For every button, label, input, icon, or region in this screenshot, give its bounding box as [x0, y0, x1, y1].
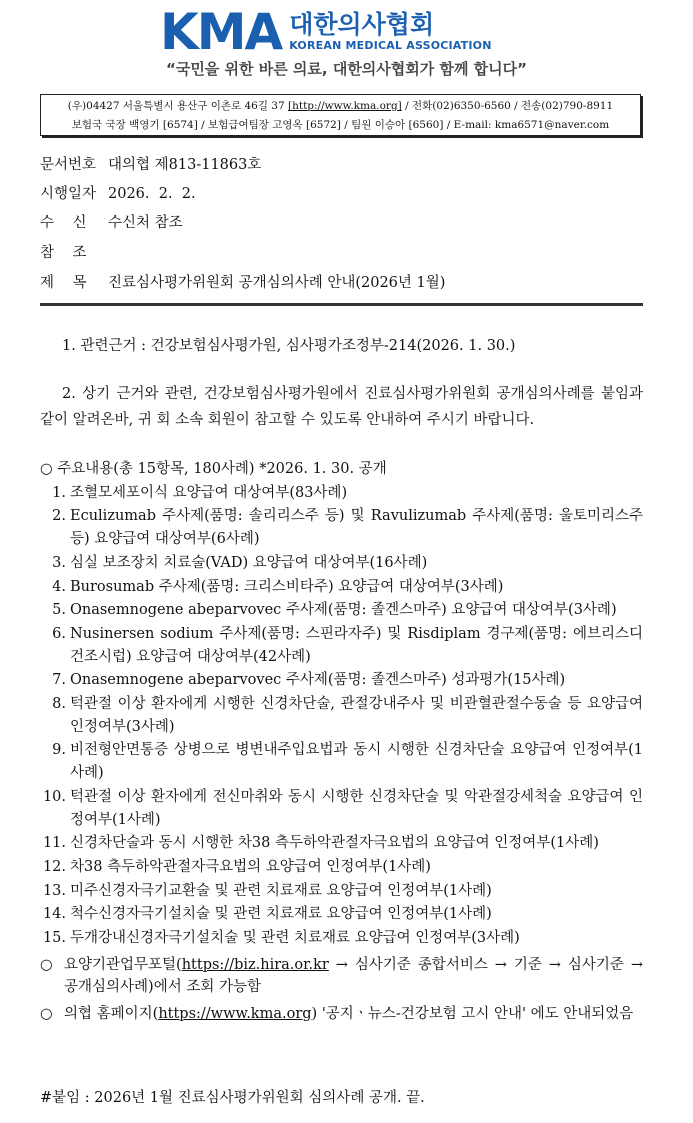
list-item: [40, 505, 643, 550]
paragraph-1: 1. 관련근거 : 건강보험심사평가원, 심사평가조정부-214(2026. 1. 30.): [62, 338, 516, 354]
attachment-line: #붙임 : 2026년 1월 진료심사평가위원회 심의사례 공개. 끝.: [40, 1090, 425, 1106]
list-item: [40, 739, 643, 784]
subject-label: 제 목: [40, 275, 87, 291]
summary-list: [40, 482, 643, 950]
item-text: 미주신경자극기교환술 및 관련 치료재료 요양급여 인정여부(1사례): [70, 882, 492, 899]
note-homepage-post: ) '공지ㆍ뉴스-건강보험 고시 안내' 에도 안내되었음: [311, 1006, 634, 1023]
list-item: [40, 576, 643, 599]
item-text: 비전형안면통증 상병으로 병변내주입요법과 동시 시행한 신경차단술 요양급여 인정여부(1사례): [70, 742, 643, 782]
item-text: Nusinersen sodium 주사제(품명: 스핀라자주) 및 Risdiplam 경구제(품명: 에브리스디건조시럽) 요양급여 대상여부(42사례): [70, 625, 643, 665]
item-text: 턱관절 이상 환자에게 전신마취와 동시 시행한 신경차단술 및 악관절강세척술 요양급여 인정여부(1사례): [70, 788, 643, 828]
doc-number: 대의협 제813-11863호: [108, 157, 262, 173]
list-item: [40, 482, 643, 505]
date: 2026. 2. 2.: [108, 186, 196, 202]
item-number: 11.: [42, 835, 66, 852]
item-text: 두개강내신경자극기설치술 및 관련 치료재료 요양급여 인정여부(3사례): [70, 930, 520, 947]
recipient-row: [40, 213, 183, 233]
item-text: Eculizumab 주사제(품명: 솔리리스주 등) 및 Ravulizumab 주사제(품명: 울토미리스주 등) 요양급여 대상여부(6사례): [70, 508, 643, 548]
item-number: 14.: [42, 906, 66, 923]
recipient-label: 수 신: [40, 215, 87, 231]
date-row: [40, 184, 196, 204]
doc-number-row: [40, 155, 261, 175]
list-item: [40, 832, 643, 855]
reference-label: 참 조: [40, 245, 87, 261]
summary-heading: ○ 주요내용(총 15항목, 180사례) *2026. 1. 30. 공개: [40, 461, 387, 477]
list-item: [40, 927, 643, 950]
item-text: 조혈모세포이식 요양급여 대상여부(83사례): [70, 484, 348, 501]
doc-number-label: 문서번호: [40, 157, 97, 173]
list-item: [40, 599, 643, 622]
item-number: 8.: [52, 696, 66, 713]
item-text: 차38 측두하악관절자극요법의 요양급여 인정여부(1사례): [70, 858, 431, 875]
contact-line-1: [41, 97, 640, 116]
summary-section: [40, 458, 643, 1026]
item-number: 15.: [42, 930, 66, 947]
subject: 진료심사평가위원회 공개심의사례 안내(2026년 1월): [108, 275, 446, 291]
list-item: [40, 880, 643, 903]
kma-link[interactable]: https://www.kma.org: [158, 1006, 312, 1023]
contact-box: [40, 94, 641, 136]
address: (우)04427 서울특별시 용산구 이촌로 46길 37: [67, 100, 288, 112]
letterhead: [0, 0, 693, 90]
item-text: 신경차단술과 동시 시행한 차38 측두하악관절자극요법의 요양급여 인정여부(1사례): [70, 835, 599, 852]
list-item: [40, 693, 643, 738]
item-number: 13.: [42, 882, 66, 899]
item-number: 5.: [52, 602, 66, 619]
item-number: 9.: [52, 742, 66, 759]
website-link[interactable]: [http://www.kma.org]: [288, 100, 402, 112]
note-bullet: ○: [40, 1006, 53, 1023]
item-text: 턱관절 이상 환자에게 시행한 신경차단술, 관절강내주사 및 비관혈관절수동술 등 요양급여 인정여부(3사례): [70, 696, 643, 735]
note-portal-post: → 심사기준 종합서비스 → 기준 → 심사기준 → 공개심의사례)에서 조회 가능함: [64, 956, 643, 996]
item-number: 3.: [52, 554, 66, 571]
logo-kma: KMA: [160, 3, 282, 61]
item-number: 4.: [52, 578, 66, 595]
item-text: 척수신경자극기설치술 및 관련 치료재료 요양급여 인정여부(1사례): [70, 906, 492, 923]
reference-row: [40, 243, 108, 263]
list-item: [40, 552, 643, 575]
item-number: 10.: [42, 788, 66, 805]
list-item: [40, 856, 643, 879]
note-homepage: [40, 1003, 643, 1026]
subject-row: [40, 273, 445, 293]
item-number: 12.: [42, 858, 66, 875]
recipient: 수신처 참조: [108, 215, 183, 231]
item-number: 7.: [52, 672, 66, 689]
logo-korean: 대한의사협회: [289, 10, 435, 39]
note-homepage-pre: 의협 홈페이지(: [64, 1006, 159, 1023]
item-number: 2.: [52, 508, 66, 525]
item-text: 심실 보조장치 치료술(VAD) 요양급여 대상여부(16사례): [70, 554, 428, 571]
note-portal-pre: 요양기관업무포털(: [64, 956, 182, 973]
item-number: 1.: [52, 484, 66, 501]
item-text: Burosumab 주사제(품명: 크리스비타주) 요양급여 대상여부(3사례): [70, 578, 504, 595]
note-bullet: ○: [40, 956, 53, 973]
phone-fax: / 전화(02)6350-6560 / 전송(02)790-8911: [401, 100, 614, 112]
list-item: [40, 623, 643, 668]
list-item: [40, 786, 643, 831]
date-label: 시행일자: [40, 186, 97, 202]
hira-link[interactable]: https://biz.hira.or.kr: [181, 956, 329, 973]
slogan: “국민을 위한 바른 의료, 대한의사협회가 함께 합니다”: [165, 60, 528, 78]
note-portal: [40, 954, 643, 999]
divider: [40, 303, 643, 306]
item-text: Onasemnogene abeparvovec 주사제(품명: 졸겐스마주) 성과평가(15사례): [70, 672, 566, 689]
logo-english: KOREAN MEDICAL ASSOCIATION: [289, 39, 492, 52]
item-number: 6.: [52, 625, 66, 642]
item-text: Onasemnogene abeparvovec 주사제(품명: 졸겐스마주) 요양급여 대상여부(3사례): [70, 602, 617, 619]
logo-text: [289, 11, 491, 53]
paragraph-2: 2. 상기 근거와 관련, 건강보험심사평가원에서 진료심사평가위원회 공개심의사례를 붙임과 같이 알려온바, 귀 회 소속 회원이 참고할 수 있도록 안내하여 주시기 바랍니다.: [40, 386, 643, 428]
list-item: [40, 669, 643, 692]
kma-logo: [160, 3, 492, 61]
list-item: [40, 903, 643, 926]
contact-line-2: 보험국 국장 백영기 [6574] / 보험급여팀장 고영옥 [6572] / 팀원 이승아 [6560] / E-mail: kma6571@naver.com: [71, 119, 610, 131]
